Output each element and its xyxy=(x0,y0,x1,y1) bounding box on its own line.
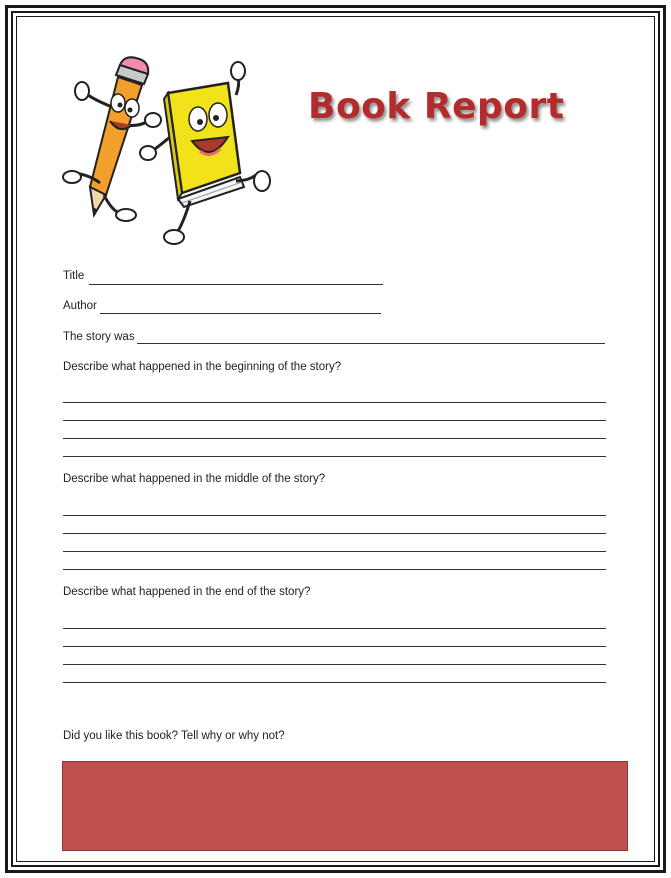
end-answer-line[interactable] xyxy=(63,682,606,683)
beginning-answer-line[interactable] xyxy=(63,456,606,457)
pencil-book-illustration xyxy=(60,55,275,250)
opinion-answer-box[interactable] xyxy=(62,761,628,851)
middle-answer-line[interactable] xyxy=(63,533,606,534)
page-title: Book Report xyxy=(308,86,565,127)
title-label: Title xyxy=(63,270,85,282)
title-line[interactable] xyxy=(89,284,383,285)
beginning-answer-line[interactable] xyxy=(63,402,606,403)
middle-answer-line[interactable] xyxy=(63,515,606,516)
beginning-answer-line[interactable] xyxy=(63,420,606,421)
pencil-character-icon xyxy=(63,57,161,221)
middle-answer-line[interactable] xyxy=(63,569,606,570)
middle-answer-line[interactable] xyxy=(63,551,606,552)
author-line[interactable] xyxy=(100,313,381,314)
book-character-icon xyxy=(140,62,270,244)
middle-question: Describe what happened in the middle of the story? xyxy=(63,473,326,485)
beginning-answer-line[interactable] xyxy=(63,438,606,439)
story-line[interactable] xyxy=(137,343,605,344)
story-label: The story was xyxy=(63,331,135,343)
end-answer-line[interactable] xyxy=(63,628,606,629)
end-question: Describe what happened in the end of the story? xyxy=(63,586,311,598)
opinion-question: Did you like this book? Tell why or why not? xyxy=(63,730,285,742)
beginning-question: Describe what happened in the beginning of the story? xyxy=(63,361,342,373)
author-label: Author xyxy=(63,300,97,312)
end-answer-line[interactable] xyxy=(63,646,606,647)
end-answer-line[interactable] xyxy=(63,664,606,665)
